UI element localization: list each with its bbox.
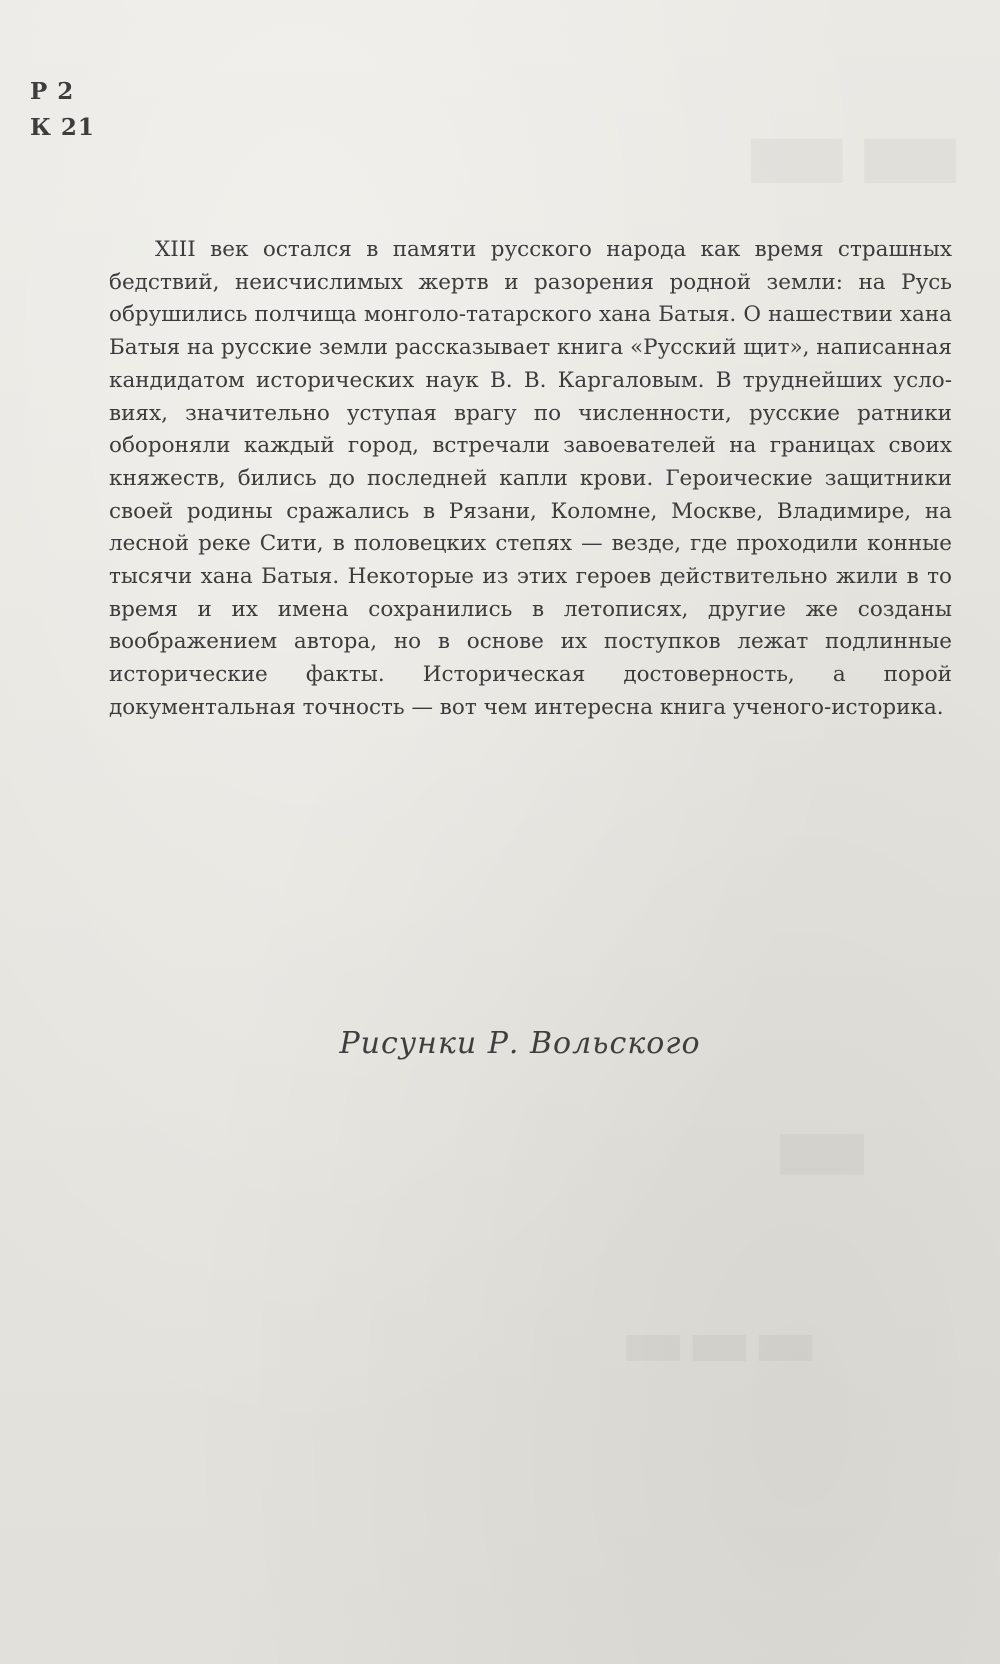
- reverse-side-show-through: ▬: [770, 1080, 874, 1209]
- illustrations-credit: Рисунки Р. Вольского: [339, 1026, 701, 1061]
- classification-line: Р 2: [30, 78, 75, 105]
- author-mark-line: К 21: [30, 114, 95, 141]
- book-annotation: XIII век остался в памяти русского народа как время страшных бедствий, неисчислимых жертв и разорения родной земли: на Русь обрушились полчища монголо-татарского хана Батыя. О нашествии хана Батыя на русские земли рассказывает книга «Русский щит», написанная кандидатом исторических наук В. В. Каргаловым. В труднейших условиях, значительно уступая врагу по численности, русские ратники обороняли каждый город, встречали завоевателей на границах своих княжеств, бились до последней капли крови. Героические защитники своей родины сражались в Рязани, Коломне, Москве, Владимире, на лесной реке Сити, в половецких степях — везде, где проходили конные тысячи хана Батыя. Некоторые из этих героев действительно жили в то время и их имена сохранились в летописях, другие же созданы воображением автора, но в основе их поступков лежат подлинные исторические факты. Историческая достоверность, а порой документальная точность — вот чем интересна книга ученого-историка.: [109, 237, 952, 720]
- reverse-side-show-through: ▬▬: [740, 80, 967, 221]
- library-classification-code: [30, 74, 95, 146]
- reverse-side-show-through: ▬▬▬: [620, 1300, 819, 1383]
